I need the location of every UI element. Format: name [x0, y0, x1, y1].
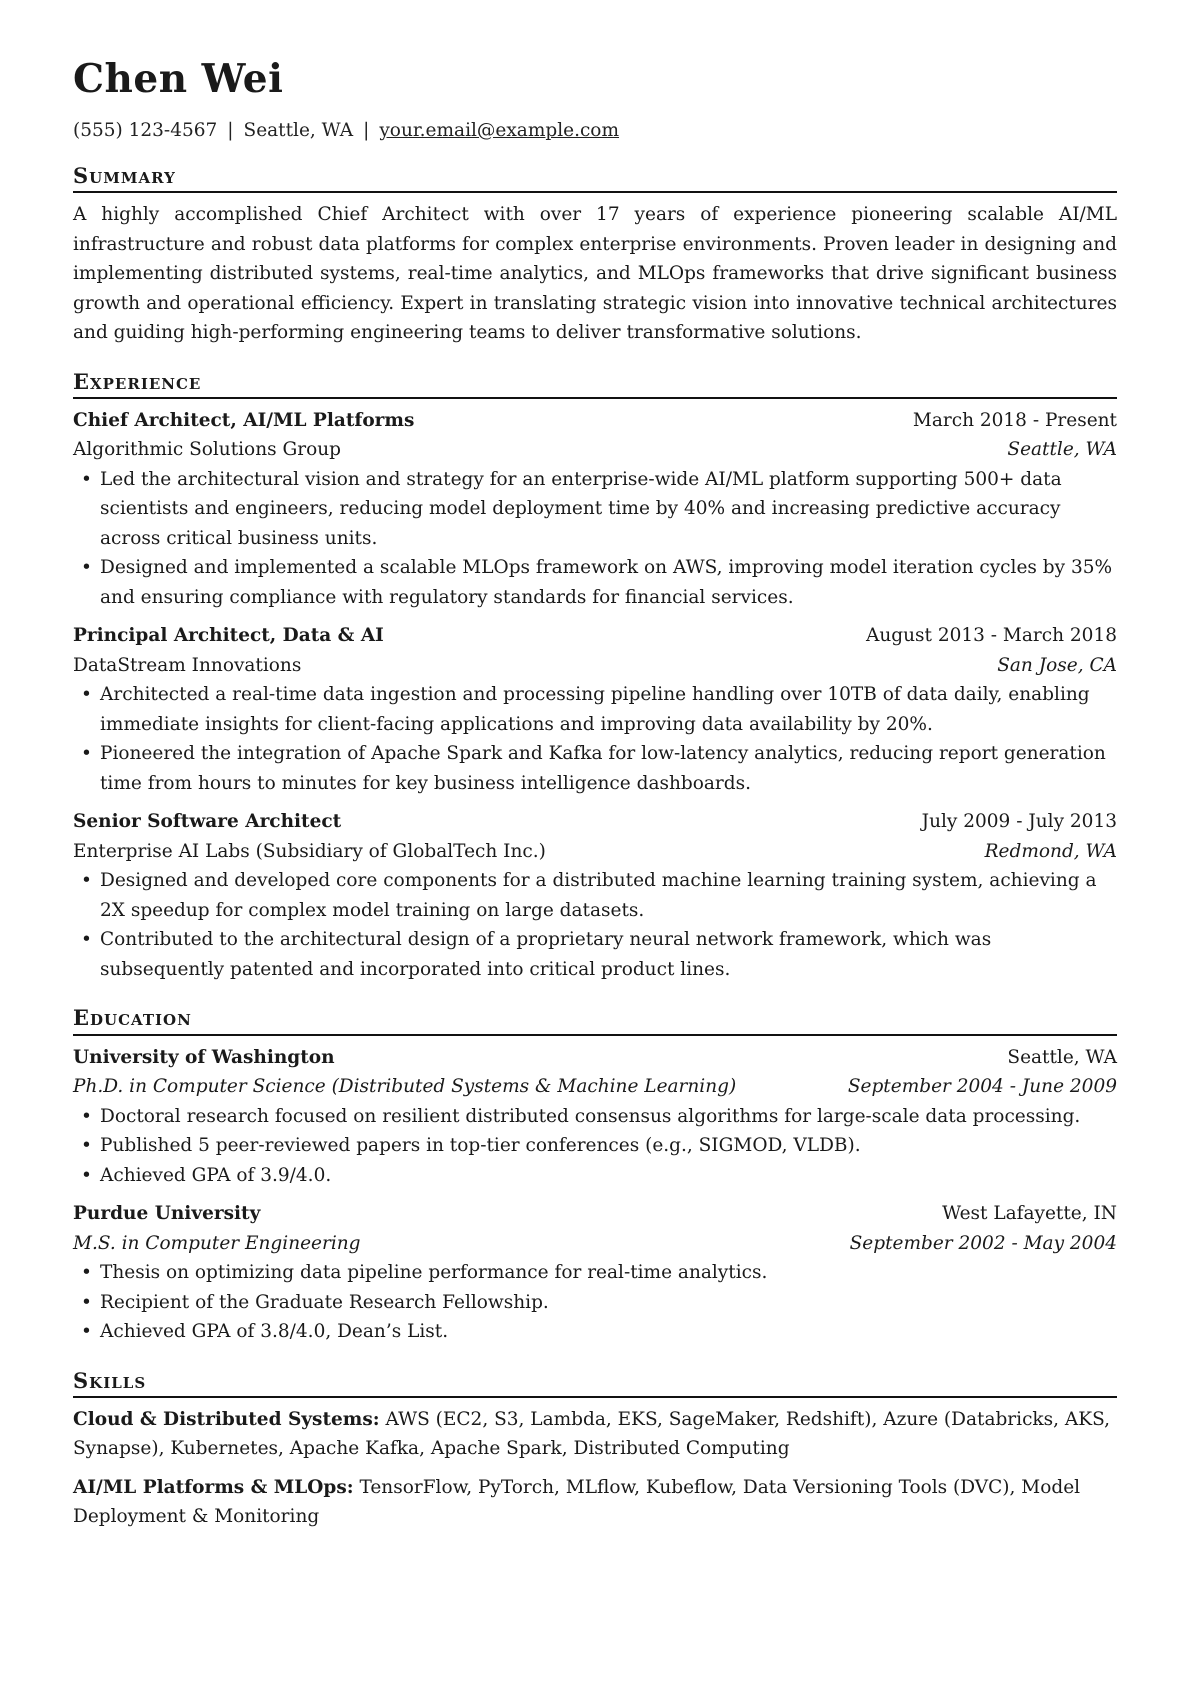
experience-bullets: [73, 465, 1117, 613]
experience-entry: [73, 621, 1117, 798]
contact-line: [73, 120, 1117, 142]
experience-header-row: [73, 807, 1117, 837]
skill-group-label: Cloud & Distributed Systems:: [73, 1408, 380, 1430]
section-title-education: Education: [73, 1005, 1117, 1035]
school-name: Purdue University: [73, 1203, 261, 1225]
education-subheader-row: [73, 1229, 1117, 1259]
experience-subheader-row: [73, 651, 1117, 681]
job-location: San Jose, CA: [997, 654, 1117, 676]
job-title: Chief Architect, AI/ML Platforms: [73, 409, 415, 431]
company-name: DataStream Innovations: [73, 654, 302, 676]
resume-header: [73, 58, 1117, 142]
bullet-item: • Doctoral research focused on resilient distributed consensus algorithms for large-scale data processing.: [73, 1102, 1117, 1132]
skills-section: [73, 1368, 1117, 1532]
education-section: [73, 1005, 1117, 1346]
education-bullets: [73, 1102, 1117, 1191]
education-subheader-row: [73, 1072, 1117, 1102]
school-location: West Lafayette, IN: [942, 1203, 1117, 1225]
job-dates: July 2009 - July 2013: [921, 811, 1117, 833]
experience-bullets: [73, 680, 1117, 798]
education-header-row: [73, 1199, 1117, 1229]
job-dates: August 2013 - March 2018: [866, 625, 1117, 647]
contact-location: Seattle, WA: [243, 119, 354, 141]
education-header-row: [73, 1043, 1117, 1073]
company-name: Algorithmic Solutions Group: [73, 439, 342, 461]
bullet-item: • Designed and implemented a scalable MLOps framework on AWS, improving model iteration cycles by 35% and ensuring compliance with regulatory standards for financial services.: [73, 553, 1117, 612]
experience-bullets: [73, 866, 1117, 984]
skill-group-items: TensorFlow, PyTorch, MLflow, Kubeflow, Data Versioning Tools (DVC), Model Deployment & Monitoring: [73, 1476, 1081, 1528]
job-location: Redmond, WA: [984, 840, 1117, 862]
bullet-item: • Thesis on optimizing data pipeline performance for real-time analytics.: [73, 1258, 1117, 1288]
experience-list: [73, 406, 1117, 985]
job-title: Principal Architect, Data & AI: [73, 625, 384, 647]
job-location: Seattle, WA: [1007, 439, 1117, 461]
job-title: Senior Software Architect: [73, 811, 342, 833]
education-entry: [73, 1043, 1117, 1191]
school-location: Seattle, WA: [1007, 1046, 1117, 1068]
degree-name: Ph.D. in Computer Science (Distributed Systems & Machine Learning): [73, 1076, 737, 1098]
bullet-item: • Achieved GPA of 3.9/4.0.: [73, 1161, 1117, 1191]
school-name: University of Washington: [73, 1046, 335, 1068]
section-title-summary: Summary: [73, 163, 1117, 193]
contact-separator: |: [363, 119, 370, 141]
job-dates: March 2018 - Present: [912, 409, 1117, 431]
summary-section: [73, 163, 1117, 348]
bullet-item: • Achieved GPA of 3.8/4.0, Dean’s List.: [73, 1317, 1117, 1347]
contact-separator: |: [227, 119, 234, 141]
candidate-name: Chen Wei: [73, 56, 284, 102]
education-entry: [73, 1199, 1117, 1347]
skills-list: [73, 1405, 1117, 1532]
bullet-item: • Pioneered the integration of Apache Spark and Kafka for low-latency analytics, reducing report generation time from hours to minutes for key business intelligence dashboards.: [73, 739, 1117, 798]
experience-header-row: [73, 621, 1117, 651]
bullet-item: • Contributed to the architectural design of a proprietary neural network framework, which was subsequently patented and incorporated into critical product lines.: [73, 925, 1117, 984]
education-bullets: [73, 1258, 1117, 1347]
experience-entry: [73, 807, 1117, 984]
skill-group: [73, 1405, 1117, 1464]
experience-subheader-row: [73, 435, 1117, 465]
bullet-item: • Led the architectural vision and strategy for an enterprise-wide AI/ML platform supporting 500+ data scientists and engineers, reducing model deployment time by 40% and increasing predictive accuracy across critical business units.: [73, 465, 1117, 554]
degree-name: M.S. in Computer Engineering: [73, 1232, 361, 1254]
section-title-skills: Skills: [73, 1368, 1117, 1398]
skill-group: [73, 1473, 1117, 1532]
education-list: [73, 1043, 1117, 1347]
education-dates: September 2002 - May 2004: [849, 1232, 1117, 1254]
section-title-experience: Experience: [73, 369, 1117, 399]
experience-entry: [73, 406, 1117, 613]
summary-text: A highly accomplished Chief Architect with over 17 years of experience pioneering scalable AI/ML infrastructure and robust data platforms for complex enterprise environments. Proven leader in designing and implementing distributed systems, real-time analytics, and MLOps frameworks that drive significant business growth and operational efficiency. Expert in translating strategic vision into innovative technical architectures and guiding high-performing engineering teams to deliver transformative solutions.: [73, 204, 1117, 344]
skill-group-items: AWS (EC2, S3, Lambda, EKS, SageMaker, Redshift), Azure (Databricks, AKS, Synapse), Kubernetes, Apache Kafka, Apache Spark, Distributed Computing: [73, 1408, 1110, 1460]
bullet-item: • Recipient of the Graduate Research Fellowship.: [73, 1288, 1117, 1318]
skill-group-label: AI/ML Platforms & MLOps:: [73, 1476, 354, 1498]
education-dates: September 2004 - June 2009: [847, 1076, 1117, 1098]
company-name: Enterprise AI Labs (Subsidiary of GlobalTech Inc.): [73, 840, 546, 862]
phone-number: (555) 123-4567: [73, 119, 218, 141]
email-link[interactable]: your.email@example.com: [379, 119, 619, 141]
experience-subheader-row: [73, 837, 1117, 867]
experience-section: [73, 369, 1117, 985]
bullet-item: • Designed and developed core components for a distributed machine learning training system, achieving a 2X speedup for complex model training on large datasets.: [73, 866, 1117, 925]
bullet-item: • Published 5 peer-reviewed papers in top-tier conferences (e.g., SIGMOD, VLDB).: [73, 1131, 1117, 1161]
experience-header-row: [73, 406, 1117, 436]
bullet-item: • Architected a real-time data ingestion and processing pipeline handling over 10TB of data daily, enabling immediate insights for client-facing applications and improving data availability by 20%.: [73, 680, 1117, 739]
